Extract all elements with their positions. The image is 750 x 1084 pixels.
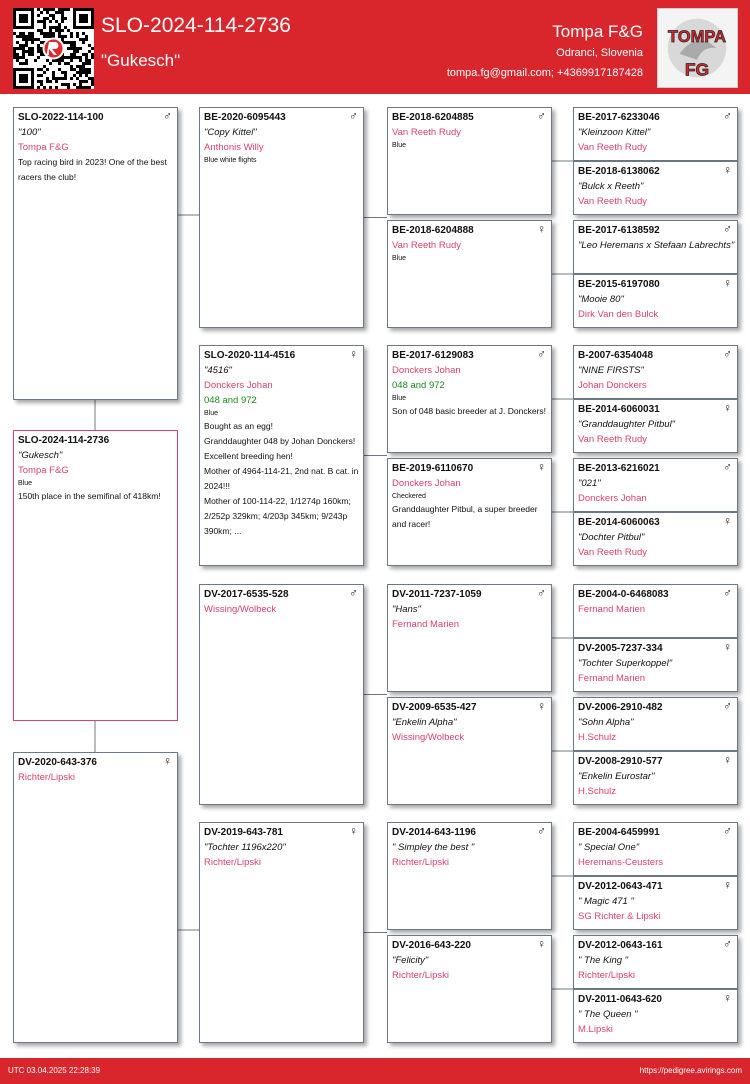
ring-number: DV-2009-6535-427 bbox=[392, 702, 477, 713]
ancestor-card[interactable] bbox=[573, 751, 738, 805]
breeder-name: Richter/Lipski bbox=[18, 772, 76, 783]
loft-name: Tompa F&G bbox=[552, 22, 643, 41]
breeder-name: Anthonis Willy bbox=[204, 142, 264, 153]
ancestor-card[interactable] bbox=[387, 697, 552, 805]
male-symbol-icon: ♂ bbox=[537, 109, 546, 123]
ancestor-card[interactable] bbox=[573, 345, 738, 399]
ancestor-card[interactable] bbox=[199, 107, 364, 328]
female-symbol-icon: ♀ bbox=[537, 222, 546, 236]
ancestor-card[interactable] bbox=[573, 638, 738, 692]
male-symbol-icon: ♂ bbox=[349, 586, 358, 600]
male-symbol-icon: ♂ bbox=[723, 109, 732, 123]
ring-number: DV-2011-0643-620 bbox=[578, 994, 662, 1005]
breeder-name: M.Lipski bbox=[578, 1024, 613, 1035]
female-symbol-icon: ♀ bbox=[537, 460, 546, 474]
ancestor-card[interactable] bbox=[573, 512, 738, 566]
ring-number: SLO-2024-114-2736 bbox=[18, 435, 110, 446]
loft-contact[interactable]: tompa.fg@gmail.com; +4369917187428 bbox=[446, 67, 643, 79]
male-symbol-icon: ♂ bbox=[163, 109, 172, 123]
breeder-name: Wissing/Wolbeck bbox=[392, 732, 465, 743]
breeder-name: H.Schulz bbox=[578, 732, 617, 743]
ancestor-card[interactable] bbox=[13, 107, 178, 400]
bird-name: "Sohn Alpha" bbox=[578, 717, 634, 728]
male-symbol-icon: ♂ bbox=[723, 937, 732, 951]
female-symbol-icon: ♀ bbox=[723, 401, 732, 415]
breeder-name: Van Reeth Rudy bbox=[578, 434, 648, 445]
breeder-name: Van Reeth Rudy bbox=[392, 127, 462, 138]
ancestor-card[interactable] bbox=[573, 697, 738, 751]
bird-notes: Son of 048 basic breeder at J. Donckers! bbox=[392, 406, 547, 416]
breeder-name: Wissing/Wolbeck bbox=[204, 604, 277, 615]
breeder-name: Heremans-Ceusters bbox=[578, 857, 663, 868]
breeder-name: Fernand Marien bbox=[578, 604, 646, 615]
ring-number: DV-2016-643-220 bbox=[392, 940, 471, 951]
bird-name: "Gukesch" bbox=[18, 450, 63, 461]
footer-bar bbox=[0, 1058, 750, 1084]
ring-number: BE-2014-6060031 bbox=[578, 404, 660, 415]
breeder-name: Richter/Lipski bbox=[204, 857, 262, 868]
bird-name: "Kleinzoon Kittel" bbox=[578, 127, 651, 138]
bird-name: "Mooie 80" bbox=[578, 294, 624, 305]
breeder-name: Johan Donckers bbox=[578, 380, 647, 391]
bird-name: "Bulck x Reeth" bbox=[578, 181, 644, 192]
ancestor-card[interactable] bbox=[387, 345, 552, 453]
breeder-name: Van Reeth Rudy bbox=[392, 240, 462, 251]
male-symbol-icon: ♂ bbox=[723, 824, 732, 838]
ancestor-card[interactable] bbox=[573, 161, 738, 215]
bird-name: " Magic 471 " bbox=[578, 896, 634, 907]
female-symbol-icon: ♀ bbox=[349, 824, 358, 838]
ancestor-card[interactable] bbox=[573, 220, 738, 274]
ring-number: BE-2015-6197080 bbox=[578, 279, 660, 290]
bird-name: " Special One" bbox=[578, 842, 640, 853]
bird-name: "Hans" bbox=[392, 604, 421, 615]
ancestor-card[interactable] bbox=[387, 220, 552, 328]
ring-number: DV-2020-643-376 bbox=[18, 757, 97, 768]
ancestor-card[interactable] bbox=[573, 935, 738, 989]
ring-number: BE-2018-6204888 bbox=[392, 225, 474, 236]
breeder-name: Donckers Johan bbox=[392, 365, 461, 376]
ancestor-card[interactable] bbox=[573, 584, 738, 638]
main-bird-card[interactable] bbox=[13, 430, 178, 721]
bird-name: "Copy Kittel" bbox=[204, 127, 257, 138]
female-symbol-icon: ♀ bbox=[537, 699, 546, 713]
breeder-name: Fernand Marien bbox=[392, 619, 460, 630]
ring-number: DV-2011-7237-1059 bbox=[392, 589, 482, 600]
pedigree-title-ring: SLO-2024-114-2736 bbox=[101, 14, 291, 37]
plumage-color: Blue bbox=[18, 480, 33, 487]
bird-name: " Simpley the best " bbox=[392, 842, 475, 853]
ring-number: SLO-2020-114-4516 bbox=[204, 350, 296, 361]
results-text: 048 and 972 bbox=[204, 395, 257, 406]
breeder-name: Dirk Van den Bulck bbox=[578, 309, 659, 320]
ring-number: DV-2005-7237-334 bbox=[578, 643, 663, 654]
ancestor-card[interactable] bbox=[573, 107, 738, 161]
male-symbol-icon: ♂ bbox=[723, 347, 732, 361]
ring-number: BE-2014-6060063 bbox=[578, 517, 660, 528]
ancestor-card[interactable] bbox=[573, 274, 738, 328]
bird-name: "Enkelin Alpha" bbox=[392, 717, 457, 728]
breeder-name: Donckers Johan bbox=[392, 478, 461, 489]
bird-name: "Tochter Superkoppel" bbox=[578, 658, 673, 669]
bird-name: "021" bbox=[578, 478, 601, 489]
breeder-name: SG Richter & Lipski bbox=[578, 911, 661, 922]
ancestor-card[interactable] bbox=[199, 345, 364, 566]
breeder-name: H.Schulz bbox=[578, 786, 617, 797]
footer-timestamp: UTC 03.04.2025 22:28:39 bbox=[8, 1066, 101, 1075]
ring-number: BE-2017-6233046 bbox=[578, 112, 660, 123]
male-symbol-icon: ♂ bbox=[537, 824, 546, 838]
breeder-name: Van Reeth Rudy bbox=[578, 142, 648, 153]
plumage-color: Blue bbox=[392, 142, 407, 149]
svg-text:TOMPA: TOMPA bbox=[667, 27, 727, 47]
breeder-name: Donckers Johan bbox=[578, 493, 647, 504]
breeder-name: Tompa F&G bbox=[18, 465, 69, 476]
plumage-color: Blue bbox=[392, 395, 407, 402]
female-symbol-icon: ♀ bbox=[723, 640, 732, 654]
male-symbol-icon: ♂ bbox=[723, 460, 732, 474]
results-text: 048 and 972 bbox=[392, 380, 445, 391]
bird-name: " The Queen " bbox=[578, 1009, 638, 1020]
female-symbol-icon: ♀ bbox=[723, 991, 732, 1005]
breeder-name: Richter/Lipski bbox=[578, 970, 636, 981]
bird-name: "4516" bbox=[204, 365, 232, 376]
bird-name: "100" bbox=[18, 127, 41, 138]
ring-number: DV-2012-0643-161 bbox=[578, 940, 663, 951]
loft-location: Odranci, Slovenia bbox=[556, 47, 643, 59]
ancestor-card[interactable] bbox=[573, 458, 738, 512]
male-symbol-icon: ♂ bbox=[349, 109, 358, 123]
male-symbol-icon: ♂ bbox=[723, 699, 732, 713]
breeder-name: Tompa F&G bbox=[18, 142, 69, 153]
ring-number: DV-2012-0643-471 bbox=[578, 881, 663, 892]
ring-number: BE-2017-6129083 bbox=[392, 350, 474, 361]
ring-number: DV-2017-6535-528 bbox=[204, 589, 289, 600]
bird-notes: Bought as an egg! Granddaughter 048 by Johan Donckers! Excellent breeding hen! Mother of 4964-114-21, 2nd nat. B cat. in 2024!!! Mother of 100-114-22, 1/1274p 160km; 2/252p 329km; 4/203p 345km; 9/243p 390km; ... bbox=[204, 421, 359, 536]
ancestor-card[interactable] bbox=[573, 822, 738, 876]
female-symbol-icon: ♀ bbox=[537, 937, 546, 951]
ring-number: BE-2004-0-6468083 bbox=[578, 589, 669, 600]
bird-name: "NINE FIRSTS" bbox=[578, 365, 644, 376]
ancestor-card[interactable] bbox=[387, 107, 552, 215]
ancestor-card[interactable] bbox=[573, 989, 738, 1043]
bird-name: "Leo Heremans x Stefaan Labrechts" bbox=[578, 240, 735, 251]
bird-name: "Dochter Pitbul" bbox=[578, 532, 645, 543]
male-symbol-icon: ♂ bbox=[723, 222, 732, 236]
bird-name: "Felicity" bbox=[392, 955, 429, 966]
ring-number: DV-2014-643-1196 bbox=[392, 827, 476, 838]
ring-number: BE-2018-6204885 bbox=[392, 112, 474, 123]
female-symbol-icon: ♀ bbox=[723, 878, 732, 892]
bird-name: "Enkelin Eurostar" bbox=[578, 771, 655, 782]
ring-number: DV-2006-2910-482 bbox=[578, 702, 663, 713]
female-symbol-icon: ♀ bbox=[723, 753, 732, 767]
ring-number: BE-2019-6110670 bbox=[392, 463, 474, 474]
male-symbol-icon: ♂ bbox=[537, 347, 546, 361]
ancestor-card[interactable] bbox=[387, 458, 552, 566]
breeder-name: Van Reeth Rudy bbox=[578, 196, 648, 207]
ring-number: DV-2008-2910-577 bbox=[578, 756, 663, 767]
ring-number: B-2007-6354048 bbox=[578, 350, 654, 361]
bird-name: " The King " bbox=[578, 955, 629, 966]
ring-number: SLO-2022-114-100 bbox=[18, 112, 104, 123]
ring-number: BE-2013-6216021 bbox=[578, 463, 660, 474]
plumage-color: Checkered bbox=[392, 493, 426, 500]
ancestor-card[interactable] bbox=[13, 752, 178, 1043]
breeder-name: Richter/Lipski bbox=[392, 857, 450, 868]
female-symbol-icon: ♀ bbox=[163, 754, 172, 768]
female-symbol-icon: ♀ bbox=[723, 163, 732, 177]
footer-url[interactable]: https://pedigree.avirings.com bbox=[639, 1066, 742, 1075]
plumage-color: Blue bbox=[392, 255, 407, 262]
bird-name: "Tochter 1196x220" bbox=[204, 842, 286, 853]
ancestor-card[interactable] bbox=[573, 876, 738, 930]
svg-text:FG: FG bbox=[684, 59, 710, 80]
female-symbol-icon: ♀ bbox=[723, 276, 732, 290]
breeder-name: Richter/Lipski bbox=[392, 970, 450, 981]
male-symbol-icon: ♂ bbox=[537, 586, 546, 600]
pedigree-title-name: "Gukesch" bbox=[101, 51, 181, 70]
ring-number: BE-2018-6138062 bbox=[578, 166, 660, 177]
female-symbol-icon: ♀ bbox=[349, 347, 358, 361]
ring-number: DV-2019-643-781 bbox=[204, 827, 283, 838]
ring-number: BE-2020-6095443 bbox=[204, 112, 286, 123]
ring-number: BE-2017-6138592 bbox=[578, 225, 660, 236]
female-symbol-icon: ♀ bbox=[723, 514, 732, 528]
ancestor-card[interactable] bbox=[387, 822, 552, 930]
breeder-name: Fernand Marien bbox=[578, 673, 646, 684]
ancestor-card[interactable] bbox=[199, 822, 364, 1043]
ancestor-card[interactable] bbox=[199, 584, 364, 805]
breeder-name: Van Reeth Rudy bbox=[578, 547, 648, 558]
bird-notes: Granddaughter Pitbul, a super breeder and racer! bbox=[392, 504, 538, 529]
ancestor-card[interactable] bbox=[573, 399, 738, 453]
ancestor-card[interactable] bbox=[387, 584, 552, 692]
breeder-name: Donckers Johan bbox=[204, 380, 273, 391]
bird-notes: Top racing bird in 2023! One of the best racers the club! bbox=[18, 157, 167, 182]
ring-number: BE-2004-6459991 bbox=[578, 827, 660, 838]
plumage-color: Blue white flights bbox=[204, 157, 257, 164]
bird-name: "Granddaughter Pitbul" bbox=[578, 419, 676, 430]
male-symbol-icon: ♂ bbox=[723, 586, 732, 600]
ancestor-card[interactable] bbox=[387, 935, 552, 1043]
bird-notes: 150th place in the semifinal of 418km! bbox=[18, 491, 161, 501]
plumage-color: Blue bbox=[204, 410, 219, 417]
